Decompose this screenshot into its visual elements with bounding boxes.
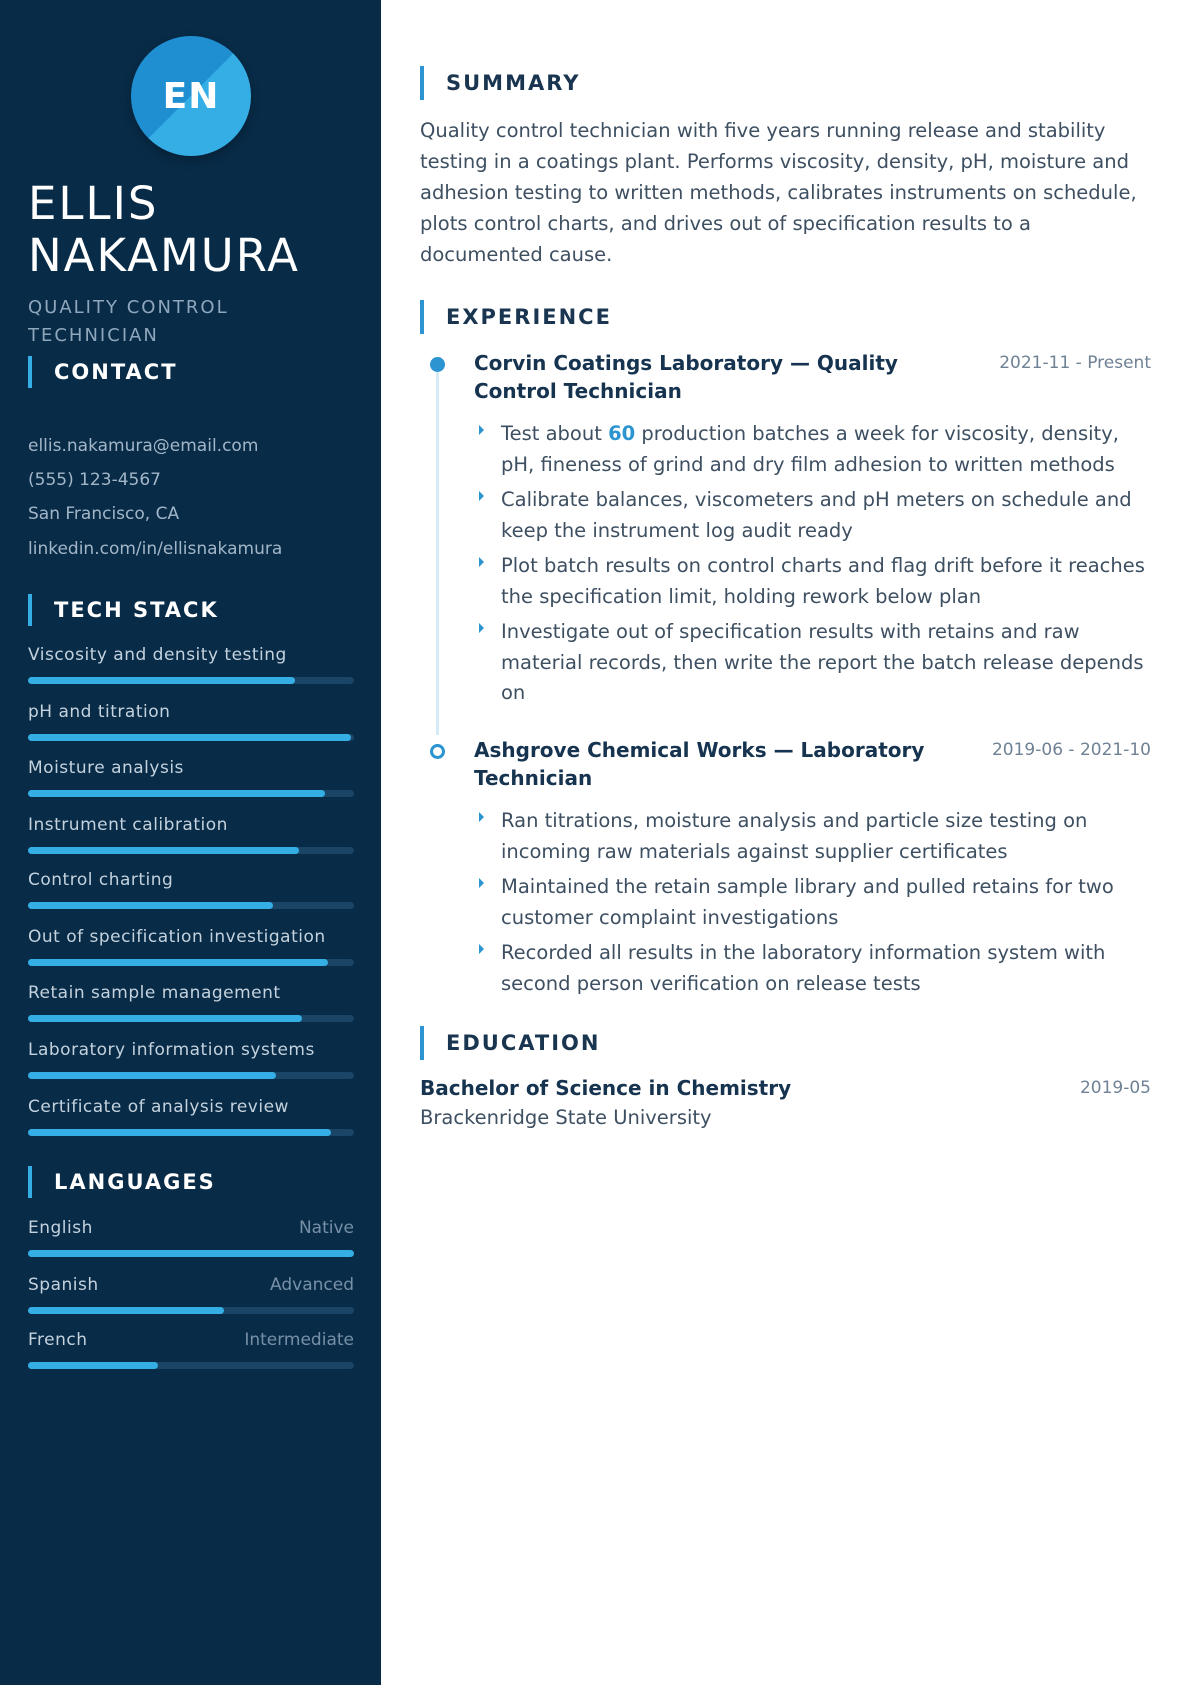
timeline-dot-current — [430, 357, 445, 372]
language-name: French — [28, 1330, 88, 1350]
education-entry — [420, 1073, 1151, 1133]
languages-heading: LANGUAGES — [28, 1166, 216, 1198]
language-bar-fill — [28, 1250, 354, 1257]
skill-item — [28, 983, 354, 1022]
language-bar — [28, 1362, 354, 1369]
skill-item — [28, 1040, 354, 1079]
timeline-line — [436, 370, 439, 735]
skill-item — [28, 758, 354, 797]
summary-text: Quality control technician with five years running release and stability testing in a coatings plant. Performs viscosity, density, pH, moisture and adhesion testing to written methods, calibrates instruments on schedule, plots control charts, and drives out of specification results to a documented cause. — [420, 119, 1137, 266]
tech-stack-heading: TECH STACK — [28, 594, 219, 626]
skill-bar-fill — [28, 677, 295, 684]
skill-label: Instrument calibration — [28, 815, 228, 835]
language-item — [28, 1275, 354, 1314]
skill-bar-fill — [28, 790, 325, 797]
education-degree: Bachelor of Science in Chemistry — [420, 1076, 792, 1100]
job-entry — [474, 349, 1151, 714]
bullet-text-start: Recorded all results in the laboratory information system with second person verification on release tests — [501, 941, 1106, 995]
skill-item — [28, 645, 354, 684]
chevron-right-icon — [479, 491, 484, 501]
chevron-right-icon — [479, 425, 484, 435]
skill-bar-fill — [28, 1015, 302, 1022]
job-bullet — [474, 485, 1151, 546]
summary-heading: SUMMARY — [420, 66, 580, 100]
candidate-name: ELLIS NAKAMURA — [28, 177, 300, 282]
job-date: 2021-11 - Present — [999, 353, 1151, 373]
skill-item — [28, 815, 354, 854]
chevron-right-icon — [479, 623, 484, 633]
language-item — [28, 1330, 354, 1369]
bullet-text-start: Test about — [501, 422, 609, 445]
job-title: Ashgrove Chemical Works — Laboratory Technician — [474, 738, 925, 790]
skill-item — [28, 870, 354, 909]
skill-label: Viscosity and density testing — [28, 645, 287, 665]
skill-bar — [28, 959, 354, 966]
chevron-right-icon — [479, 944, 484, 954]
skill-bar — [28, 677, 354, 684]
contact-email[interactable]: ellis.nakamura@email.com — [28, 436, 259, 456]
experience-heading: EXPERIENCE — [420, 300, 612, 334]
contact-location: San Francisco, CA — [28, 504, 180, 524]
skill-bar — [28, 902, 354, 909]
skill-item — [28, 927, 354, 966]
skill-bar-fill — [28, 847, 299, 854]
job-bullet — [474, 938, 1151, 999]
job-bullet — [474, 872, 1151, 933]
contact-phone: (555) 123-4567 — [28, 470, 161, 490]
candidate-role: QUALITY CONTROL TECHNICIAN — [28, 297, 229, 346]
language-level: Intermediate — [244, 1330, 354, 1350]
job-bullets — [474, 419, 1151, 709]
job-date: 2019-06 - 2021-10 — [991, 740, 1151, 760]
skill-label: Moisture analysis — [28, 758, 184, 778]
bullet-text-start: Plot batch results on control charts and flag drift before it reaches the specification limit, holding rework below plan — [501, 554, 1145, 608]
skill-bar — [28, 1072, 354, 1079]
skill-bar — [28, 847, 354, 854]
skill-bar — [28, 790, 354, 797]
education-date: 2019-05 — [1079, 1078, 1151, 1098]
job-bullet — [474, 806, 1151, 867]
job-bullets — [474, 806, 1151, 999]
skill-bar — [28, 1129, 354, 1136]
skill-label: pH and titration — [28, 702, 171, 722]
chevron-right-icon — [479, 812, 484, 822]
job-bullet — [474, 551, 1151, 612]
job-entry — [474, 736, 1151, 1004]
chevron-right-icon — [479, 878, 484, 888]
skill-bar-fill — [28, 959, 328, 966]
language-name: Spanish — [28, 1275, 99, 1295]
language-bar-fill — [28, 1307, 224, 1314]
language-bar — [28, 1250, 354, 1257]
contact-linkedin[interactable]: linkedin.com/in/ellisnakamura — [28, 539, 283, 559]
language-level: Native — [298, 1218, 354, 1238]
skill-bar-fill — [28, 734, 351, 741]
job-bullet — [474, 617, 1151, 709]
main-content — [420, 0, 1151, 1685]
skill-label: Certificate of analysis review — [28, 1097, 289, 1117]
sidebar — [0, 0, 381, 1685]
skill-label: Out of specification investigation — [28, 927, 326, 947]
bullet-text-start: Ran titrations, moisture analysis and particle size testing on incoming raw materials against supplier certificates — [501, 809, 1088, 863]
chevron-right-icon — [479, 557, 484, 567]
skill-bar — [28, 734, 354, 741]
skill-label: Laboratory information systems — [28, 1040, 315, 1060]
contact-heading: CONTACT — [28, 356, 178, 388]
language-bar — [28, 1307, 354, 1314]
skill-label: Retain sample management — [28, 983, 281, 1003]
language-name: English — [28, 1218, 93, 1238]
education-school: Brackenridge State University — [420, 1106, 712, 1129]
bullet-text-start: Investigate out of specification results with retains and raw material records, then write the report the batch release depends on — [501, 620, 1144, 704]
skill-bar — [28, 1015, 354, 1022]
avatar-initials: EN — [162, 75, 220, 117]
skill-bar-fill — [28, 1129, 331, 1136]
education-heading: EDUCATION — [420, 1026, 600, 1060]
avatar — [131, 36, 251, 156]
bullet-text-start: Calibrate balances, viscometers and pH meters on schedule and keep the instrument log audit ready — [501, 488, 1132, 542]
skill-bar-fill — [28, 1072, 276, 1079]
skill-item — [28, 702, 354, 741]
language-bar-fill — [28, 1362, 158, 1369]
job-title: Corvin Coatings Laboratory — Quality Control Technician — [474, 351, 898, 403]
timeline-dot-past — [430, 744, 445, 759]
job-bullet — [474, 419, 1151, 480]
language-level: Advanced — [270, 1275, 354, 1295]
bullet-text-start: Maintained the retain sample library and pulled retains for two customer complaint investigations — [501, 875, 1114, 929]
skill-bar-fill — [28, 902, 273, 909]
language-item — [28, 1218, 354, 1257]
bullet-highlight: 60 — [608, 422, 636, 445]
skill-item — [28, 1097, 354, 1136]
bullet-text-end: production batches a week for viscosity, density, pH, fineness of grind and dry film adhesion to written methods — [501, 422, 1119, 476]
skill-label: Control charting — [28, 870, 174, 890]
